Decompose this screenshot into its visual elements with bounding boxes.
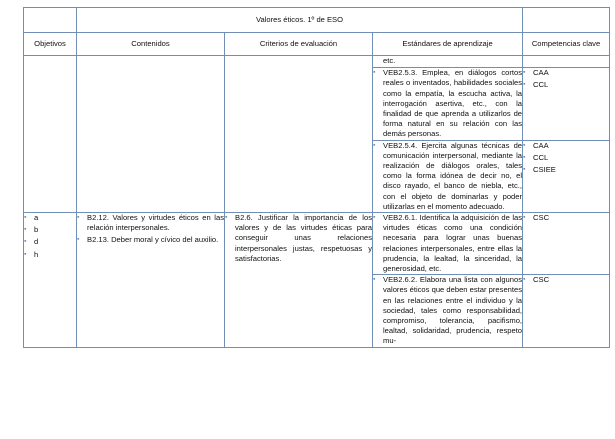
- estandar-text: VEB2.6.1. Identifica la adquisición de las virtudes éticas como una condición necesaria para lograr unas buenas relaciones interpersonales, entre ellas la prudencia, la lealtad, la sinceridad, la generosidad, etc.: [383, 213, 523, 274]
- estandar-cell: [373, 140, 523, 212]
- contenidos-cell: [77, 56, 225, 213]
- criterios-cell: [225, 213, 373, 348]
- contenido-text: B2.12. Valores y virtudes éticos en las relación interpersonales.: [87, 213, 224, 233]
- list-item: [523, 141, 609, 151]
- competencia-label: CAA: [533, 68, 549, 78]
- bullet-icon: [373, 68, 383, 139]
- estandar-text: VEB2.5.4. Ejercita algunas técnicas de comunicación interpersonal, mediante la realización de diálogos orales, tales como la forma idónea de decir no, el disco rayado, el banco de niebla, etc., con el objeto de dominarlas y poder utilizarlas en el momento adecuado.: [383, 140, 523, 211]
- competencia-label: CCL: [533, 152, 549, 162]
- criterios-cell: [225, 56, 373, 213]
- bullet-icon: [373, 213, 383, 274]
- list-item: [24, 213, 76, 223]
- blank-corner-cell: [24, 8, 77, 33]
- bullet-icon: [225, 213, 235, 264]
- list-item: [24, 250, 76, 260]
- estandar-cell: [373, 68, 523, 140]
- estandar-cell: [373, 275, 523, 347]
- bullet-icon: [523, 275, 533, 285]
- objetivo-label: d: [34, 237, 39, 247]
- competencias-cell: [523, 213, 610, 275]
- list-item: [523, 165, 609, 175]
- header-estandares: Estándares de aprendizaje: [373, 33, 523, 56]
- list-item: [373, 141, 522, 212]
- estandar-continuation: [373, 56, 523, 68]
- contenidos-cell: [77, 213, 225, 348]
- blank-corner-cell: [523, 8, 610, 33]
- bullet-icon: [77, 213, 87, 233]
- list-item: [523, 80, 609, 90]
- list-item: [24, 225, 76, 235]
- title-row: [24, 8, 610, 33]
- competencias-cell: [523, 275, 610, 347]
- bullet-icon: [523, 68, 533, 78]
- list-item: [373, 213, 522, 274]
- curriculum-table: [23, 7, 610, 348]
- list-item: [523, 68, 609, 78]
- table-title: Valores éticos. 1º de ESO: [77, 8, 523, 33]
- header-row: [24, 33, 610, 56]
- list-item: [373, 68, 522, 139]
- competencias-cell: [523, 56, 610, 68]
- list-item: [523, 213, 609, 223]
- bullet-icon: [523, 141, 533, 151]
- estandar-text: VEB2.6.2. Elabora una lista con algunos valores éticos que deben estar presentes en las relaciones entre el individuo y la sociedad, tales como responsabilidad, compromiso, tolerancia, pacifismo, lealtad, solidaridad, prudencia, respeto mu-: [383, 275, 523, 346]
- header-competencias: Competencias clave: [523, 33, 610, 56]
- table-row: [24, 213, 610, 275]
- bullet-icon: [523, 165, 533, 175]
- list-item: [523, 153, 609, 163]
- competencia-label: CAA: [533, 140, 549, 150]
- competencias-cell: [523, 68, 610, 140]
- objetivo-label: b: [34, 225, 39, 235]
- bullet-icon: [373, 275, 383, 346]
- competencia-label: CCL: [533, 80, 549, 90]
- bullet-icon: [24, 225, 34, 235]
- objetivo-label: h: [34, 249, 39, 259]
- competencia-label: CSC: [533, 213, 550, 223]
- list-item: [523, 275, 609, 285]
- criterio-text: B2.6. Justificar la importancia de los valores y de las virtudes éticas para conseguir unas relaciones interpersonales justas, respetuosas y satisfactorias.: [235, 213, 372, 263]
- header-criterios: Criterios de evaluación: [225, 33, 373, 56]
- continuation-text: etc.: [383, 56, 396, 65]
- competencia-label: CSIEE: [533, 165, 556, 175]
- contenido-text: B2.13. Deber moral y cívico del auxilio.: [87, 235, 219, 245]
- competencia-label: CSC: [533, 275, 550, 285]
- bullet-icon: [77, 235, 87, 245]
- objetivo-label: a: [34, 213, 39, 223]
- bullet-icon: [24, 250, 34, 260]
- bullet-icon: [523, 213, 533, 223]
- bullet-icon: [523, 80, 533, 90]
- estandar-cell: [373, 213, 523, 275]
- objetivos-cell: [24, 213, 77, 348]
- objetivos-cell: [24, 56, 77, 213]
- bullet-icon: [523, 153, 533, 163]
- list-item: [77, 213, 224, 233]
- bullet-icon: [373, 141, 383, 212]
- estandar-text: VEB2.5.3. Emplea, en diálogos cortos reales o inventados, habilidades sociales como la empatía, la escucha activa, la interrogación asertiva, etc., con la finalidad de que aprenda a utilizarlos de forma natural en su relación con las demás personas.: [383, 68, 523, 139]
- list-item: [373, 275, 522, 346]
- list-item: [225, 213, 372, 264]
- table-row: [24, 56, 610, 68]
- bullet-icon: [24, 237, 34, 247]
- header-contenidos: Contenidos: [77, 33, 225, 56]
- list-item: [24, 237, 76, 247]
- header-objetivos: Objetivos: [24, 33, 77, 56]
- list-item: [77, 235, 224, 245]
- competencias-cell: [523, 140, 610, 212]
- bullet-icon: [24, 213, 34, 223]
